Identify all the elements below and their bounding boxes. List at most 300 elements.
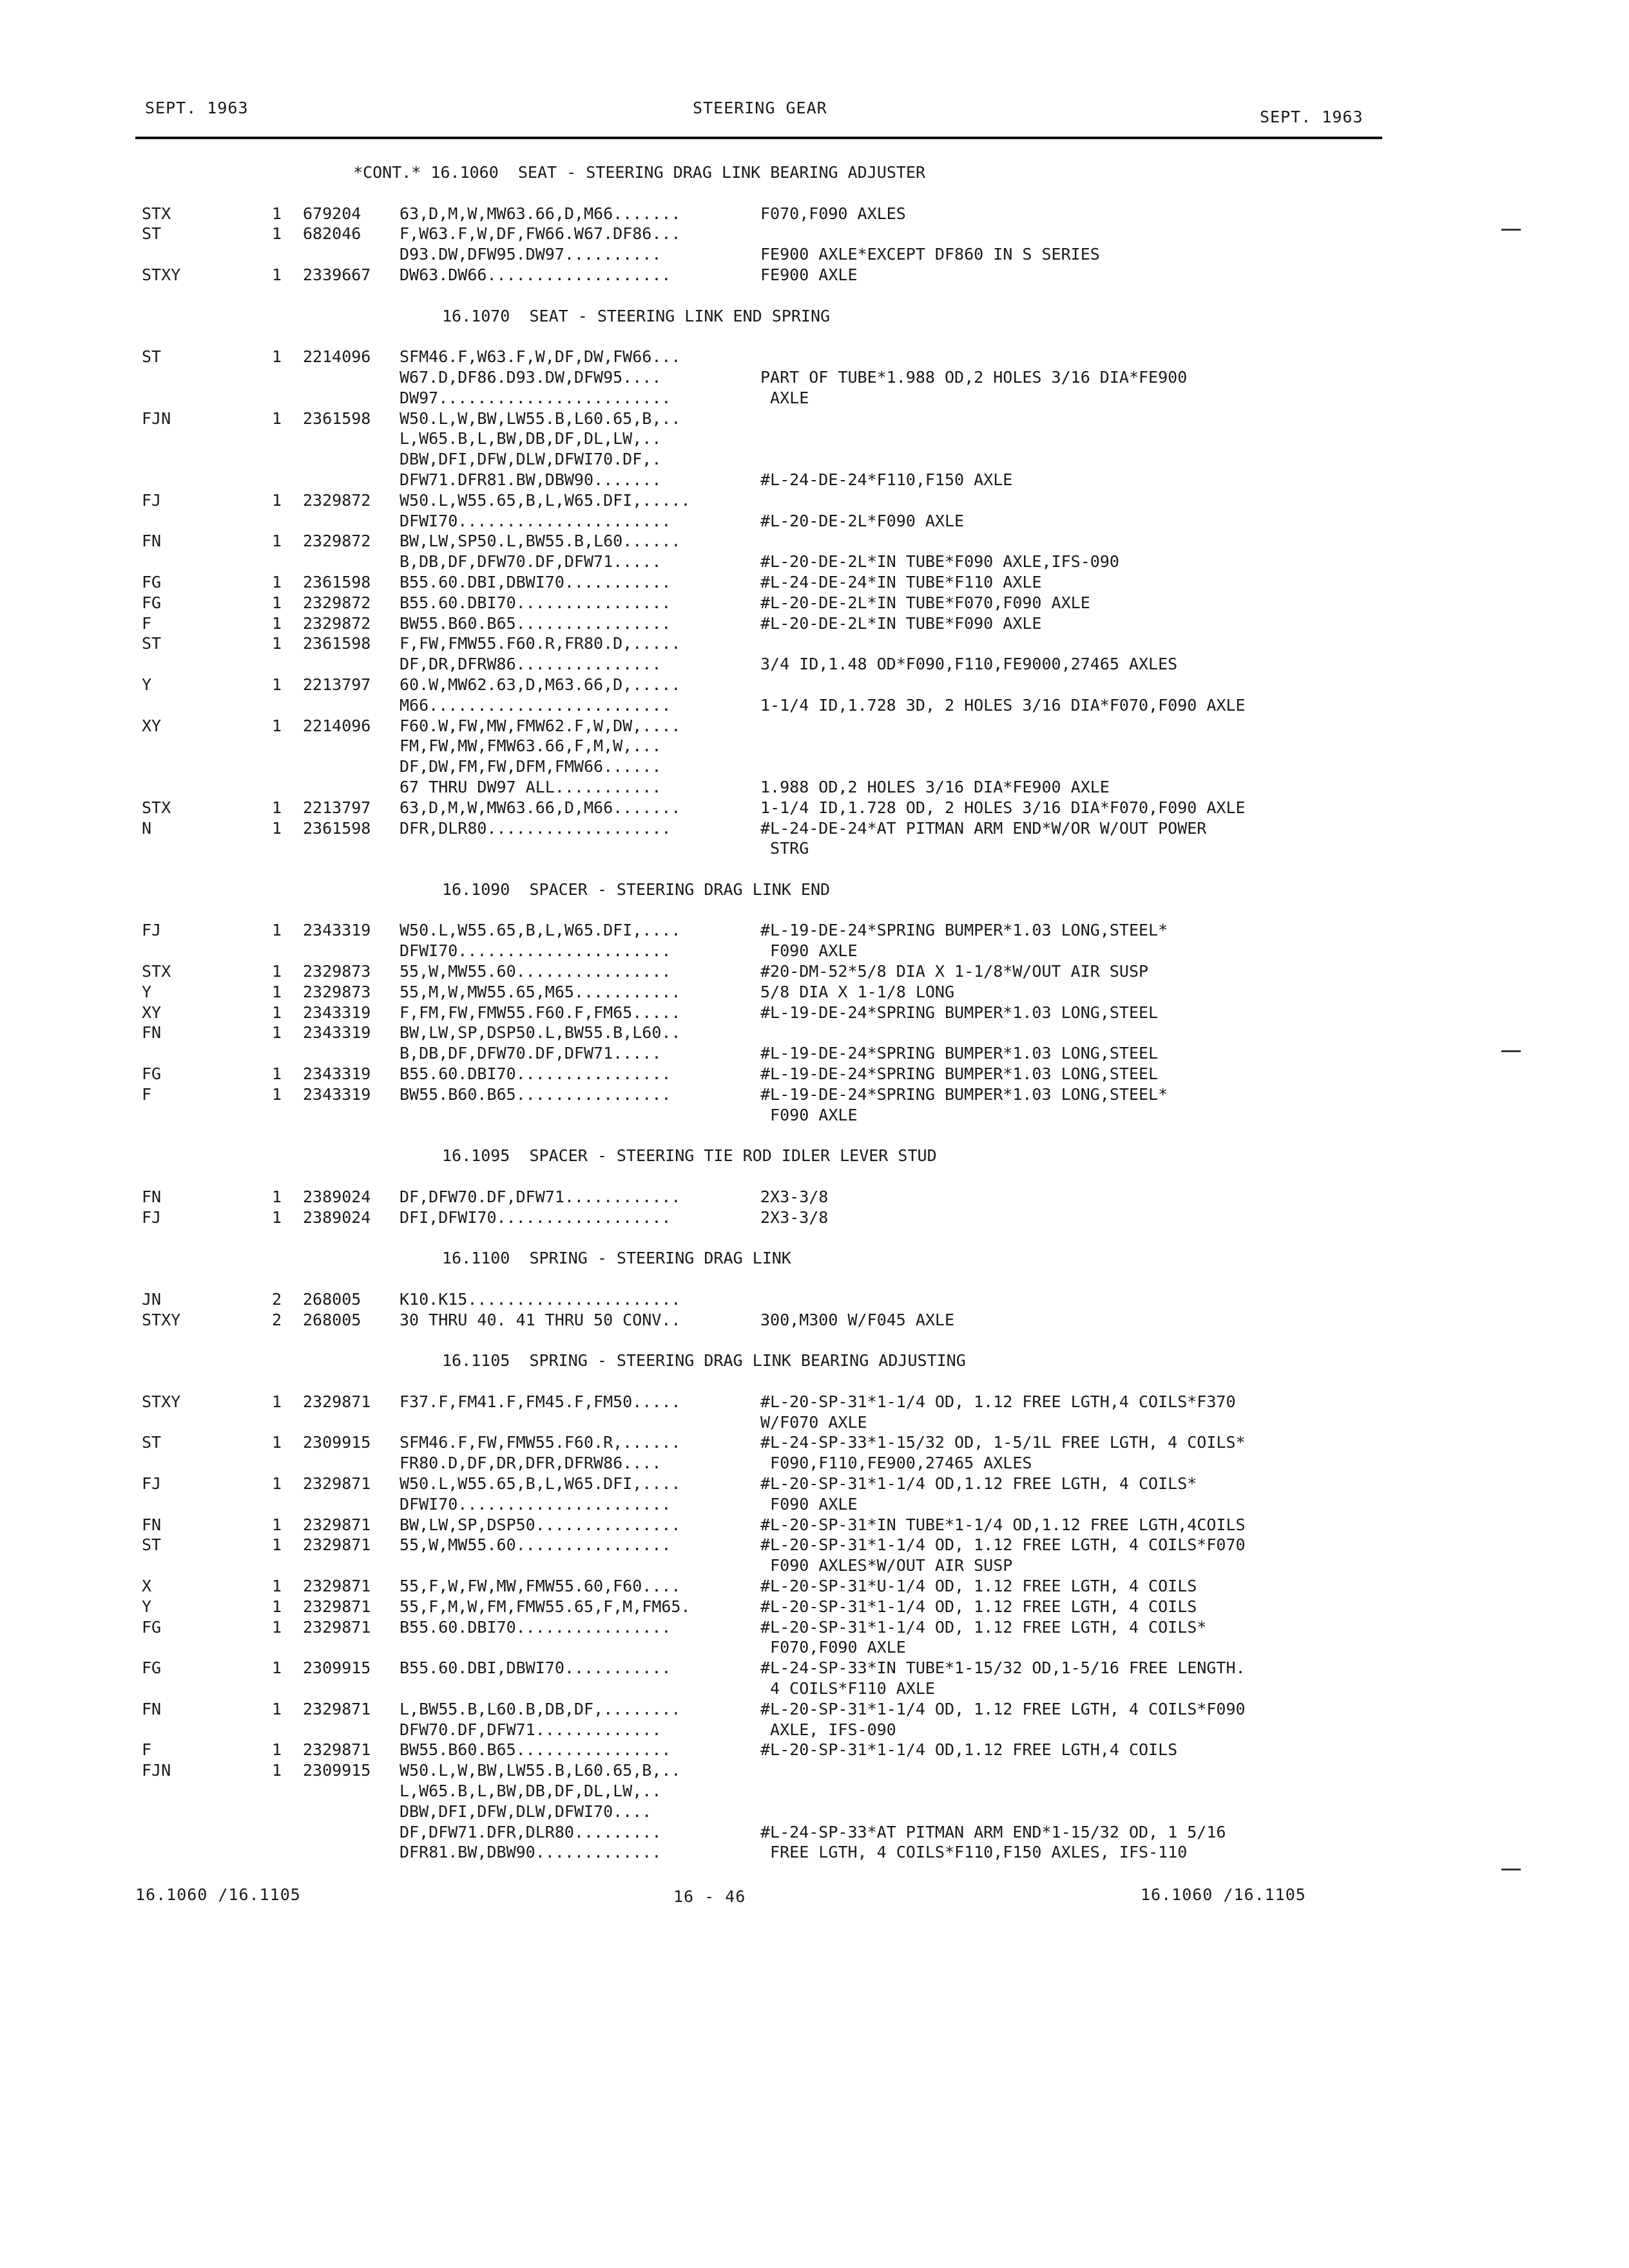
description: F090 AXLE: [760, 1105, 858, 1124]
model-code: FJ: [142, 1474, 162, 1493]
description: PART OF TUBE*1.988 OD,2 HOLES 3/16 DIA*FE900: [760, 367, 1188, 387]
section-gap: [0, 1227, 1629, 1248]
model-applicability: B,DB,DF,DFW70.DF,DFW71.....: [400, 552, 662, 572]
model-applicability: L,W65.B,L,BW,DB,DF,DL,LW,..: [400, 429, 662, 448]
table-row: [0, 265, 1629, 285]
model-applicability: DFWI70......................: [400, 1494, 671, 1514]
table-row: [0, 1310, 1629, 1331]
table-row: [0, 1781, 1629, 1802]
section-gap: [0, 900, 1629, 921]
table-row: [0, 593, 1629, 613]
model-applicability: W50.L,W55.65,B,L,W65.DFI,.....: [400, 490, 691, 510]
model-applicability: F60.W,FW,MW,FMW62.F,W,DW,....: [400, 716, 681, 735]
section-gap: [0, 285, 1629, 306]
model-applicability: DFW70.DF,DFW71.............: [400, 1720, 662, 1739]
model-applicability: K10.K15......................: [400, 1289, 681, 1309]
quantity: 1: [272, 408, 282, 428]
table-row: [0, 1555, 1629, 1576]
part-number: 2309915: [303, 1658, 371, 1678]
part-number: 2329871: [303, 1576, 371, 1595]
header-rule: [135, 137, 1382, 139]
section-title: 16.1105 SPRING - STEERING DRAG LINK BEARING ADJUSTING: [442, 1351, 966, 1370]
section-title-row: [0, 162, 1629, 183]
quantity: 1: [272, 1699, 282, 1718]
model-applicability: BW,LW,SP,DSP50.L,BW55.B,L60..: [400, 1023, 681, 1043]
model-applicability: 55,F,M,W,FM,FMW55.65,F,M,FM65.: [400, 1597, 691, 1616]
part-number: 2343319: [303, 921, 371, 940]
description: #20-DM-52*5/8 DIA X 1-1/8*W/OUT AIR SUSP: [760, 962, 1149, 981]
footer-left: 16.1060 /16.1105: [135, 1885, 301, 1904]
table-row: [0, 941, 1629, 961]
model-applicability: DF,DFW70.DF,DFW71............: [400, 1187, 681, 1206]
description: #L-20-SP-31*U-1/4 OD, 1.12 FREE LGTH, 4 COILS: [760, 1576, 1197, 1595]
model-code: FJ: [142, 490, 162, 510]
part-number: 2389024: [303, 1207, 371, 1227]
table-row: [0, 408, 1629, 429]
table-row: [0, 470, 1629, 490]
part-number: 2329872: [303, 613, 371, 633]
model-applicability: 55,W,MW55.60................: [400, 962, 671, 981]
part-number: 2343319: [303, 1023, 371, 1043]
parts-listing: [0, 162, 1629, 1863]
footer-right: 16.1060 /16.1105: [1141, 1885, 1306, 1904]
table-row: [0, 1802, 1629, 1822]
model-code: F: [142, 1740, 152, 1760]
quantity: 1: [272, 265, 282, 284]
description: 2X3-3/8: [760, 1207, 829, 1227]
section-title: 16.1090 SPACER - STEERING DRAG LINK END: [442, 879, 831, 899]
description: #L-20-DE-2L*F090 AXLE: [760, 511, 965, 530]
table-row: [0, 1207, 1629, 1228]
model-applicability: B55.60.DBI70................: [400, 1617, 671, 1637]
description: #L-20-SP-31*1-1/4 OD,1.12 FREE LGTH,4 COILS: [760, 1740, 1178, 1760]
model-applicability: DF,DFW71.DFR,DLR80.........: [400, 1822, 662, 1841]
description: #L-20-DE-2L*IN TUBE*F090 AXLE: [760, 613, 1042, 633]
quantity: 1: [272, 1207, 282, 1227]
section-title-row: [0, 1248, 1629, 1269]
table-row: [0, 1453, 1629, 1474]
part-number: 2361598: [303, 634, 371, 653]
description: #L-20-SP-31*1-1/4 OD, 1.12 FREE LGTH, 4 COILS*: [760, 1617, 1207, 1637]
model-code: FG: [142, 1617, 162, 1637]
model-applicability: DFWI70......................: [400, 511, 671, 530]
quantity: 1: [272, 1392, 282, 1411]
model-applicability: FM,FW,MW,FMW63.66,F,M,W,...: [400, 736, 662, 756]
quantity: 1: [272, 1740, 282, 1760]
model-code: XY: [142, 716, 162, 735]
model-code: ST: [142, 634, 162, 653]
model-code: FN: [142, 532, 162, 551]
section-title-row: [0, 1350, 1629, 1371]
table-row: [0, 1617, 1629, 1638]
part-number: 2339667: [303, 265, 371, 284]
section-title: *CONT.* 16.1060 SEAT - STEERING DRAG LINK BEARING ADJUSTER: [353, 163, 926, 182]
quantity: 1: [272, 1187, 282, 1206]
table-row: [0, 818, 1629, 839]
description: 1-1/4 ID,1.728 3D, 2 HOLES 3/16 DIA*F070,F090 AXLE: [760, 695, 1246, 715]
model-applicability: DBW,DFI,DFW,DLW,DFWI70....: [400, 1802, 652, 1821]
table-row: [0, 1474, 1629, 1494]
model-applicability: 63,D,M,W,MW63.66,D,M66.......: [400, 204, 681, 223]
model-code: JN: [142, 1289, 162, 1309]
table-row: [0, 1187, 1629, 1207]
table-row: [0, 552, 1629, 572]
section-title: 16.1095 SPACER - STEERING TIE ROD IDLER LEVER STUD: [442, 1146, 937, 1166]
description: FE900 AXLE: [760, 265, 858, 284]
section-gap: [0, 326, 1629, 347]
table-row: [0, 1064, 1629, 1084]
description: FE900 AXLE*EXCEPT DF860 IN S SERIES: [760, 245, 1100, 264]
table-row: [0, 367, 1629, 388]
description: #L-24-DE-24*AT PITMAN ARM END*W/OR W/OUT POWER: [760, 818, 1207, 838]
model-code: FG: [142, 572, 162, 591]
table-row: [0, 244, 1629, 265]
table-row: [0, 1678, 1629, 1699]
quantity: 1: [272, 1084, 282, 1104]
description: F070,F090 AXLES: [760, 204, 906, 223]
model-applicability: L,W65.B,L,BW,DB,DF,DL,LW,..: [400, 1781, 662, 1800]
header-center: STEERING GEAR: [693, 99, 827, 117]
quantity: 1: [272, 1023, 282, 1043]
table-row: [0, 1699, 1629, 1720]
model-applicability: L,BW55.B,L60.B,DB,DF,........: [400, 1699, 681, 1718]
model-code: X: [142, 1576, 152, 1595]
model-applicability: SFM46.F,FW,FMW55.F60.R,......: [400, 1433, 681, 1452]
model-applicability: W50.L,W55.65,B,L,W65.DFI,....: [400, 1474, 681, 1493]
quantity: 2: [272, 1310, 282, 1329]
table-row: [0, 204, 1629, 224]
part-number: 2329871: [303, 1740, 371, 1760]
table-row: [0, 428, 1629, 449]
table-row: [0, 1597, 1629, 1617]
section-title: 16.1070 SEAT - STEERING LINK END SPRING: [442, 306, 831, 325]
quantity: 1: [272, 613, 282, 633]
part-number: 2214096: [303, 347, 371, 367]
section-gap: [0, 1125, 1629, 1146]
description: #L-24-SP-33*IN TUBE*1-15/32 OD,1-5/16 FREE LENGTH.: [760, 1658, 1246, 1678]
table-row: [0, 736, 1629, 756]
model-code: FN: [142, 1699, 162, 1718]
model-applicability: 30 THRU 40. 41 THRU 50 CONV..: [400, 1310, 681, 1329]
part-number: 268005: [303, 1310, 361, 1329]
table-row: [0, 1412, 1629, 1433]
table-row: [0, 1535, 1629, 1555]
table-row: [0, 224, 1629, 244]
model-applicability: BW55.B60.B65................: [400, 613, 671, 633]
model-applicability: BW,LW,SP,DSP50...............: [400, 1515, 681, 1534]
description: #L-20-SP-31*1-1/4 OD, 1.12 FREE LGTH, 4 COILS: [760, 1597, 1197, 1616]
model-code: FJ: [142, 1207, 162, 1227]
part-number: 2329871: [303, 1617, 371, 1637]
section-title-row: [0, 1146, 1629, 1166]
quantity: 1: [272, 716, 282, 735]
table-row: [0, 347, 1629, 367]
model-applicability: DBW,DFI,DFW,DLW,DFWI70.DF,.: [400, 450, 662, 469]
quantity: 1: [272, 204, 282, 223]
table-row: [0, 1105, 1629, 1126]
table-row: [0, 838, 1629, 859]
quantity: 1: [272, 1617, 282, 1637]
model-code: XY: [142, 1003, 162, 1022]
part-number: 2329871: [303, 1699, 371, 1718]
model-applicability: DFI,DFWI70..................: [400, 1207, 671, 1227]
model-applicability: 55,F,W,FW,MW,FMW55.60,F60....: [400, 1576, 681, 1595]
margin-mark: [1501, 229, 1521, 231]
part-number: 2213797: [303, 675, 371, 694]
table-row: [0, 1842, 1629, 1863]
part-number: 2329872: [303, 593, 371, 612]
part-number: 2329871: [303, 1535, 371, 1555]
part-number: 682046: [303, 224, 361, 244]
model-code: FG: [142, 1064, 162, 1084]
model-applicability: DFR81.BW,DBW90.............: [400, 1843, 662, 1862]
model-applicability: DW63.DW66...................: [400, 265, 671, 284]
section-gap: [0, 1166, 1629, 1187]
model-code: FN: [142, 1515, 162, 1534]
model-code: STX: [142, 962, 171, 981]
model-applicability: B,DB,DF,DFW70.DF,DFW71.....: [400, 1044, 662, 1063]
quantity: 1: [272, 490, 282, 510]
table-row: [0, 1658, 1629, 1678]
model-applicability: B55.60.DBI70................: [400, 593, 671, 612]
model-code: STX: [142, 798, 171, 817]
model-code: FN: [142, 1023, 162, 1043]
description: 1.988 OD,2 HOLES 3/16 DIA*FE900 AXLE: [760, 777, 1110, 796]
part-number: 268005: [303, 1289, 361, 1309]
part-number: 2361598: [303, 408, 371, 428]
part-number: 2329872: [303, 490, 371, 510]
quantity: 1: [272, 818, 282, 838]
description: #L-19-DE-24*SPRING BUMPER*1.03 LONG,STEEL: [760, 1003, 1159, 1022]
quantity: 1: [272, 532, 282, 551]
quantity: 1: [272, 1576, 282, 1595]
model-applicability: 60.W,MW62.63,D,M63.66,D,.....: [400, 675, 681, 694]
description: F090 AXLES*W/OUT AIR SUSP: [760, 1556, 1013, 1575]
part-number: 2329873: [303, 982, 371, 1001]
table-row: [0, 1432, 1629, 1453]
quantity: 1: [272, 1658, 282, 1678]
table-row: [0, 654, 1629, 675]
table-row: [0, 633, 1629, 654]
description: 1-1/4 ID,1.728 OD, 2 HOLES 3/16 DIA*F070,F090 AXLE: [760, 798, 1246, 817]
quantity: 1: [272, 347, 282, 367]
model-applicability: DFW71.DFR81.BW,DBW90.......: [400, 470, 662, 489]
quantity: 1: [272, 572, 282, 591]
model-applicability: DFWI70......................: [400, 941, 671, 961]
model-applicability: W50.L,W,BW,LW55.B,L60.65,B,..: [400, 1761, 681, 1780]
description: F090 AXLE: [760, 941, 858, 961]
model-code: STXY: [142, 1392, 181, 1411]
description: 3/4 ID,1.48 OD*F090,F110,FE9000,27465 AXLES: [760, 655, 1178, 674]
section-gap: [0, 1330, 1629, 1350]
description: 2X3-3/8: [760, 1187, 829, 1206]
description: AXLE, IFS-090: [760, 1720, 896, 1739]
model-applicability: FR80.D,DF,DR,DFR,DFRW86....: [400, 1454, 662, 1473]
table-row: [0, 675, 1629, 695]
part-number: 2329871: [303, 1392, 371, 1411]
part-number: 2213797: [303, 798, 371, 817]
table-row: [0, 1494, 1629, 1515]
table-row: [0, 531, 1629, 552]
header-left: SEPT. 1963: [145, 99, 249, 117]
description: #L-20-DE-2L*IN TUBE*F070,F090 AXLE: [760, 593, 1090, 612]
model-applicability: DFR,DLR80...................: [400, 818, 671, 838]
quantity: 1: [272, 1535, 282, 1555]
description: #L-24-SP-33*1-15/32 OD, 1-5/1L FREE LGTH, 4 COILS*: [760, 1433, 1246, 1452]
table-row: [0, 716, 1629, 736]
model-code: F: [142, 613, 152, 633]
part-number: 2329873: [303, 962, 371, 981]
part-number: 2329871: [303, 1474, 371, 1493]
description: #L-20-SP-31*1-1/4 OD, 1.12 FREE LGTH,4 COILS*F370: [760, 1392, 1236, 1411]
part-number: 2329872: [303, 532, 371, 551]
quantity: 1: [272, 1474, 282, 1493]
model-applicability: F,FM,FW,FMW55.F60.F,FM65.....: [400, 1003, 681, 1022]
model-code: FJN: [142, 408, 171, 428]
description: #L-24-SP-33*AT PITMAN ARM END*1-15/32 OD, 1 5/16: [760, 1822, 1226, 1841]
model-code: FG: [142, 1658, 162, 1678]
model-code: FJ: [142, 921, 162, 940]
section-gap: [0, 859, 1629, 879]
model-code: STX: [142, 204, 171, 223]
description: #L-20-SP-31*IN TUBE*1-1/4 OD,1.12 FREE LGTH,4COILS: [760, 1515, 1246, 1534]
part-number: 2361598: [303, 572, 371, 591]
table-row: [0, 572, 1629, 593]
part-number: 2361598: [303, 818, 371, 838]
section-title-row: [0, 879, 1629, 900]
model-applicability: 67 THRU DW97 ALL...........: [400, 777, 662, 796]
description: 5/8 DIA X 1-1/8 LONG: [760, 982, 955, 1001]
model-code: ST: [142, 1535, 162, 1555]
part-number: 2309915: [303, 1433, 371, 1452]
description: F070,F090 AXLE: [760, 1638, 906, 1657]
model-applicability: W67.D,DF86.D93.DW,DFW95....: [400, 367, 662, 387]
quantity: 1: [272, 1515, 282, 1534]
model-code: ST: [142, 224, 162, 244]
quantity: 2: [272, 1289, 282, 1309]
table-row: [0, 982, 1629, 1003]
model-code: FG: [142, 593, 162, 612]
quantity: 1: [272, 1064, 282, 1084]
table-row: [0, 961, 1629, 982]
description: W/F070 AXLE: [760, 1412, 867, 1432]
model-code: Y: [142, 675, 152, 694]
description: FREE LGTH, 4 COILS*F110,F150 AXLES, IFS-110: [760, 1843, 1188, 1862]
model-code: F: [142, 1084, 152, 1104]
quantity: 1: [272, 1761, 282, 1780]
table-row: [0, 1289, 1629, 1310]
description: 300,M300 W/F045 AXLE: [760, 1310, 955, 1329]
quantity: 1: [272, 1597, 282, 1616]
description: #L-19-DE-24*SPRING BUMPER*1.03 LONG,STEEL*: [760, 921, 1168, 940]
quantity: 1: [272, 921, 282, 940]
model-applicability: SFM46.F,W63.F,W,DF,DW,FW66...: [400, 347, 681, 367]
margin-mark: [1501, 1050, 1521, 1052]
model-applicability: B55.60.DBI,DBWI70...........: [400, 1658, 671, 1678]
description: #L-20-SP-31*1-1/4 OD, 1.12 FREE LGTH, 4 COILS*F070: [760, 1535, 1246, 1555]
description: #L-19-DE-24*SPRING BUMPER*1.03 LONG,STEEL: [760, 1064, 1159, 1084]
table-row: [0, 1720, 1629, 1740]
model-applicability: F,W63.F,W,DF,FW66.W67.DF86...: [400, 224, 681, 244]
model-applicability: W50.L,W,BW,LW55.B,L60.65,B,..: [400, 408, 681, 428]
table-row: [0, 511, 1629, 532]
quantity: 1: [272, 982, 282, 1001]
model-code: Y: [142, 982, 152, 1001]
part-number: 2343319: [303, 1084, 371, 1104]
description: 4 COILS*F110 AXLE: [760, 1678, 935, 1698]
description: #L-24-DE-24*F110,F150 AXLE: [760, 470, 1013, 489]
part-number: 2214096: [303, 716, 371, 735]
description: #L-19-DE-24*SPRING BUMPER*1.03 LONG,STEEL: [760, 1044, 1159, 1063]
model-code: FJN: [142, 1761, 171, 1780]
part-number: 2329871: [303, 1597, 371, 1616]
model-applicability: 55,W,MW55.60................: [400, 1535, 671, 1555]
table-row: [0, 1084, 1629, 1105]
table-row: [0, 1576, 1629, 1597]
description: F090 AXLE: [760, 1494, 858, 1514]
table-row: [0, 1515, 1629, 1535]
quantity: 1: [272, 675, 282, 694]
model-applicability: DF,DR,DFRW86...............: [400, 655, 662, 674]
model-code: FN: [142, 1187, 162, 1206]
section-title: 16.1100 SPRING - STEERING DRAG LINK: [442, 1249, 791, 1268]
quantity: 1: [272, 593, 282, 612]
table-row: [0, 1003, 1629, 1023]
description: #L-19-DE-24*SPRING BUMPER*1.03 LONG,STEEL*: [760, 1084, 1168, 1104]
section-title-row: [0, 306, 1629, 327]
table-row: [0, 490, 1629, 511]
model-applicability: M66.........................: [400, 695, 671, 715]
part-number: 2343319: [303, 1064, 371, 1084]
table-row: [0, 777, 1629, 798]
model-applicability: DF,DW,FM,FW,DFM,FMW66......: [400, 757, 662, 776]
model-applicability: B55.60.DBI,DBWI70...........: [400, 572, 671, 591]
table-row: [0, 1043, 1629, 1064]
quantity: 1: [272, 798, 282, 817]
table-row: [0, 1392, 1629, 1412]
table-row: [0, 449, 1629, 470]
description: F090,F110,FE900,27465 AXLES: [760, 1454, 1032, 1473]
model-applicability: DW97........................: [400, 388, 671, 407]
section-gap: [0, 183, 1629, 204]
table-row: [0, 798, 1629, 818]
model-code: ST: [142, 1433, 162, 1452]
table-row: [0, 1822, 1629, 1843]
quantity: 1: [272, 224, 282, 244]
part-number: 2309915: [303, 1761, 371, 1780]
model-applicability: BW55.B60.B65................: [400, 1740, 671, 1760]
table-row: [0, 388, 1629, 408]
description: #L-20-DE-2L*IN TUBE*F090 AXLE,IFS-090: [760, 552, 1119, 572]
description: AXLE: [760, 388, 809, 407]
table-row: [0, 756, 1629, 777]
margin-mark: [1501, 1869, 1521, 1870]
model-code: Y: [142, 1597, 152, 1616]
table-row: [0, 1740, 1629, 1760]
description: STRG: [760, 839, 809, 858]
quantity: 1: [272, 1433, 282, 1452]
model-applicability: BW,LW,SP50.L,BW55.B,L60......: [400, 532, 681, 551]
model-applicability: BW55.B60.B65................: [400, 1084, 671, 1104]
table-row: [0, 1760, 1629, 1781]
model-applicability: D93.DW,DFW95.DW97..........: [400, 245, 662, 264]
part-number: 2329871: [303, 1515, 371, 1534]
quantity: 1: [272, 634, 282, 653]
quantity: 1: [272, 962, 282, 981]
model-applicability: F37.F,FM41.F,FM45.F,FM50.....: [400, 1392, 681, 1411]
description: #L-20-SP-31*1-1/4 OD, 1.12 FREE LGTH, 4 COILS*F090: [760, 1699, 1246, 1718]
model-applicability: B55.60.DBI70................: [400, 1064, 671, 1084]
